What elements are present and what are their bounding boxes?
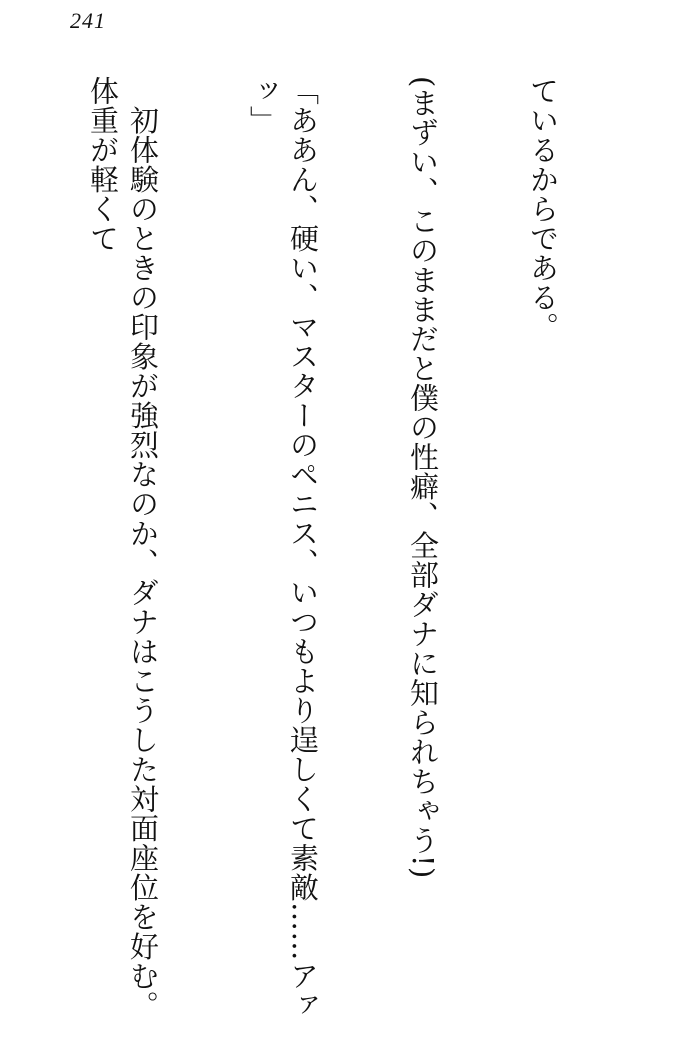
page-number: 241 — [70, 8, 106, 33]
body-text — [53, 76, 643, 1038]
text-line: 「ああん、硬い、マスターのペニス、いつもより逞しくて素敵……アァッ」 — [246, 76, 320, 1020]
text-line: 初体験のときの印象が強烈なのか、ダナはこうした対面座位を好む。体重が軽くて — [86, 76, 160, 1020]
text-line: ているからである。 — [526, 76, 560, 342]
text-line — [0, 76, 3, 1038]
text-line: (まずい、このままだと僕の性癖、全部ダナに知られちゃう!) — [406, 76, 440, 879]
